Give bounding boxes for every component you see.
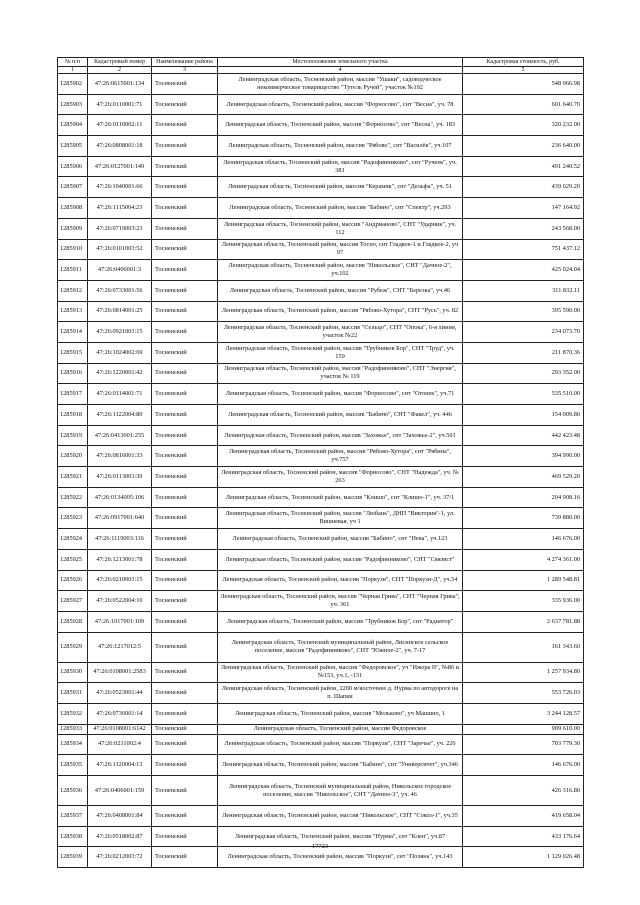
table-row [58, 724, 584, 734]
table-row [58, 322, 584, 343]
land-plot-location: Ленинградская область, Тосненский район, массив "Нурма", снт "Клен", уч.87 [218, 826, 463, 847]
cadastral-value: 394 990.00 [463, 446, 584, 467]
region-name: Тосненский [152, 239, 218, 260]
header-cadastral-number: Кадастровый номер [88, 58, 152, 67]
row-number: 1285907 [58, 177, 88, 198]
land-plot-location: Ленинградская область, Тосненский район, массив "Форносово", снт "Весна", уч. 183 [218, 115, 463, 136]
table-row [58, 342, 584, 363]
table-row [58, 280, 584, 301]
table-row [58, 425, 584, 446]
cadastral-number: 47:26:0808001:18 [88, 136, 152, 157]
region-name: Тосненский [152, 487, 218, 508]
land-plot-location: Ленинградская область, Тосненский район, массив "Поркузи", снт "Поляна", уч.143 [218, 847, 463, 868]
row-number: 1285918 [58, 405, 88, 426]
land-plot-location: Ленинградская область, Тосненский район, массив Федоровское [218, 724, 463, 734]
cadastral-value: 320 232.00 [463, 115, 584, 136]
column-number: 1 [58, 67, 88, 74]
row-number: 1285935 [58, 755, 88, 776]
row-number: 1285920 [58, 446, 88, 467]
region-name: Тосненский [152, 591, 218, 612]
table-row [58, 136, 584, 157]
land-plot-location: Ленинградская область, Тосненский район, массив "Захожье", снт "Захожье-2", уч.501 [218, 425, 463, 446]
cadastral-value: 147 164.92 [463, 198, 584, 219]
region-name: Тосненский [152, 734, 218, 755]
cadastral-value: 161 343.60 [463, 632, 584, 662]
row-number: 1285934 [58, 734, 88, 755]
cadastral-value: 211 870.36 [463, 342, 584, 363]
land-plot-location: Ленинградская область, Тосненский район, массив "Рубеж", СНТ "Березка", уч.46 [218, 280, 463, 301]
column-number-row [58, 67, 584, 74]
region-name: Тосненский [152, 405, 218, 426]
row-number: 1285925 [58, 549, 88, 570]
cadastral-value: 425 024.04 [463, 260, 584, 281]
region-name: Тосненский [152, 847, 218, 868]
region-name: Тосненский [152, 94, 218, 115]
region-name: Тосненский [152, 806, 218, 827]
land-plot-location: Ленинградская область, Тосненский район, массив "Андрианово", СНТ "Ударник", уч. 112 [218, 218, 463, 239]
land-plot-location: Ленинградская область, Тосненский район, массив "Федоровское", уч "Ижора II", №86 и №153, уч.1, -131 [218, 662, 463, 683]
cadastral-number: 47:26:0736001:14 [88, 703, 152, 724]
cadastral-number: 47:26:1120004:13 [88, 755, 152, 776]
cadastral-number: 47:26:0113003:39 [88, 467, 152, 488]
cadastral-number: 47:26:0814001:25 [88, 301, 152, 322]
row-number: 1285922 [58, 487, 88, 508]
cadastral-number: 47:26:0522004:10 [88, 591, 152, 612]
cadastral-number: 47:26:0127001:149 [88, 156, 152, 177]
table-row [58, 806, 584, 827]
table-row [58, 549, 584, 570]
table-row [58, 632, 584, 662]
row-number: 1285915 [58, 342, 88, 363]
row-number: 1285924 [58, 529, 88, 550]
cadastral-number: 47:26:1217012:5 [88, 632, 152, 662]
table-row [58, 467, 584, 488]
cadastral-value: 426 316.80 [463, 776, 584, 806]
cadastral-value: 439 029.20 [463, 177, 584, 198]
row-number: 1285931 [58, 683, 88, 704]
cadastral-value: 1 129 026.48 [463, 847, 584, 868]
table-row [58, 218, 584, 239]
land-plot-location: Ленинградская область, Тосненский район, массив "Керамик", снт "Дельфа", уч. 51 [218, 177, 463, 198]
cadastral-number: 47:26:0210001:15 [88, 570, 152, 591]
table-row [58, 198, 584, 219]
land-plot-location: Ленинградская область, Тосненский район, массив "Форносово", СНТ "Надежда", уч. № 263 [218, 467, 463, 488]
row-number: 1285923 [58, 508, 88, 529]
cadastral-number: 47:26:0101003:52 [88, 239, 152, 260]
table-row [58, 776, 584, 806]
region-name: Тосненский [152, 342, 218, 363]
cadastral-number: 47:26:0406001:3 [88, 260, 152, 281]
cadastral-number: 47:26:0212003:72 [88, 847, 152, 868]
row-number: 1285939 [58, 847, 88, 868]
cadastral-number: 47:26:0733001:56 [88, 280, 152, 301]
land-plot-location: Ленинградская область, Тосненский район, массив "Радофинниково", снт "Ручеек", уч. 381 [218, 156, 463, 177]
table-row [58, 487, 584, 508]
row-number: 1285913 [58, 301, 88, 322]
land-plot-location: Ленинградская область, Тосненский район, массив "Никольское", СНТ "Сокол-1", уч.35 [218, 806, 463, 827]
land-plot-location: Ленинградская область, Тосненский район, массив "Любань", ДНП "Виктория"-1, ул. Вишневая, уч 1 [218, 508, 463, 529]
cadastral-value: 1 289 548.81 [463, 570, 584, 591]
region-name: Тосненский [152, 115, 218, 136]
cadastral-value: 335 936.00 [463, 591, 584, 612]
cadastral-value: 243 568.00 [463, 218, 584, 239]
column-number: 3 [152, 67, 218, 74]
cadastral-value: 395 590.00 [463, 301, 584, 322]
land-plot-location: Ленинградская область, Тосненский район, массив "Бабино", снт "Университет", уч.346 [218, 755, 463, 776]
cadastral-value: 419 658.04 [463, 806, 584, 827]
region-name: Тосненский [152, 425, 218, 446]
table-row [58, 529, 584, 550]
land-plot-location: Ленинградская область, Тосненский район, массив "Трубников Бор", снт "Радиатор" [218, 611, 463, 632]
region-name: Тосненский [152, 74, 218, 95]
cadastral-number: 47:26:0719003:23 [88, 218, 152, 239]
row-number: 1285908 [58, 198, 88, 219]
region-name: Тосненский [152, 467, 218, 488]
row-number: 1285902 [58, 74, 88, 95]
cadastral-number: 47:26:0921001:15 [88, 322, 152, 343]
cadastral-value: 491 240.52 [463, 156, 584, 177]
cadastral-value: 548 066.98 [463, 74, 584, 95]
table-row [58, 363, 584, 384]
table-row [58, 683, 584, 704]
cadastral-number: 47:26:0518002:87 [88, 826, 152, 847]
cadastral-number: 47:26:1119003:116 [88, 529, 152, 550]
region-name: Тосненский [152, 260, 218, 281]
cadastral-number: 47:26:0110002:11 [88, 115, 152, 136]
table-row [58, 734, 584, 755]
page-number: 17723 [311, 843, 329, 850]
cadastral-number: 47:26:0108001:2583 [88, 662, 152, 683]
cadastral-value: 535 510.00 [463, 384, 584, 405]
cadastral-number: 47:26:1220001:42 [88, 363, 152, 384]
table-row [58, 570, 584, 591]
cadastral-value: 442 423.48 [463, 425, 584, 446]
table-row [58, 446, 584, 467]
cadastral-value-table-sheet [57, 57, 583, 868]
header-region: Наименование района [152, 58, 218, 67]
row-number: 1285926 [58, 570, 88, 591]
table-row [58, 384, 584, 405]
row-number: 1285927 [58, 591, 88, 612]
cadastral-value: 311 832.11 [463, 280, 584, 301]
land-plot-location: Ленинградская область, Тосненский район, массив "Бабино", снт "Спектр", уч.293 [218, 198, 463, 219]
table-row [58, 177, 584, 198]
land-plot-location: Ленинградская область, Тосненский район, массив "Поркузи", СНТ "Поркузи-Д", уч.54 [218, 570, 463, 591]
cadastral-number: 47:26:1017001:109 [88, 611, 152, 632]
row-number: 1285909 [58, 218, 88, 239]
region-name: Тосненский [152, 683, 218, 704]
land-plot-location: Ленинградская область, Тосненский район, массив "Сельцо", СНТ "Опока", 6-я линия, участок №22 [218, 322, 463, 343]
cadastral-value: 909 610.00 [463, 724, 584, 734]
region-name: Тосненский [152, 611, 218, 632]
row-number: 1285912 [58, 280, 88, 301]
table-row [58, 508, 584, 529]
row-number: 1285914 [58, 322, 88, 343]
cadastral-number: 47:26:1024002:69 [88, 342, 152, 363]
cadastral-number: 47:26:0406001:159 [88, 776, 152, 806]
land-plot-location: Ленинградская область, Тосненский район, массив "Мельково", уч Машино, 1 [218, 703, 463, 724]
land-plot-location: Ленинградская область, Тосненский район, массив "Бабино", снт "Нева", уч.123 [218, 529, 463, 550]
region-name: Тосненский [152, 322, 218, 343]
table-row [58, 591, 584, 612]
cadastral-value: 469 529.20 [463, 467, 584, 488]
table-row [58, 115, 584, 136]
cadastral-value: 236 640.00 [463, 136, 584, 157]
region-name: Тосненский [152, 826, 218, 847]
cadastral-number: 47:26:0816001:33 [88, 446, 152, 467]
row-number: 1285932 [58, 703, 88, 724]
region-name: Тосненский [152, 136, 218, 157]
cadastral-number: 47:26:0114001:71 [88, 384, 152, 405]
land-plot-location: Ленинградская область, Тосненский район, массив "Поркузи", СНТ "Заречье", уч. 226 [218, 734, 463, 755]
column-number: 4 [218, 67, 463, 74]
table-header-row [58, 58, 584, 67]
cadastral-number: 47:26:1115004:23 [88, 198, 152, 219]
cadastral-number: 47:26:0523001:44 [88, 683, 152, 704]
land-plot-location: Ленинградская область, Тосненский район, массив Тосно, снт Гладкое-1 и Гладкое-2, уч 97 [218, 239, 463, 260]
row-number: 1285928 [58, 611, 88, 632]
land-plot-location: Ленинградская область, Тосненский район, массив "Рябово", снт "Василёк", уч.107 [218, 136, 463, 157]
region-name: Тосненский [152, 384, 218, 405]
region-name: Тосненский [152, 280, 218, 301]
table-row [58, 662, 584, 683]
row-number: 1285905 [58, 136, 88, 157]
row-number: 1285930 [58, 662, 88, 683]
land-plot-location: Ленинградская область, Тосненский район, массив "Бабино", СНТ "Факел", уч. 446 [218, 405, 463, 426]
cadastral-value: 433 176.64 [463, 826, 584, 847]
region-name: Тосненский [152, 198, 218, 219]
row-number: 1285904 [58, 115, 88, 136]
land-plot-location: Ленинградская область, Тосненский район, массив "Трубников Бор", СНТ "Труд", уч. 159 [218, 342, 463, 363]
row-number: 1285933 [58, 724, 88, 734]
region-name: Тосненский [152, 363, 218, 384]
cadastral-number: 47:26:0615001:134 [88, 74, 152, 95]
row-number: 1285929 [58, 632, 88, 662]
row-number: 1285916 [58, 363, 88, 384]
cadastral-number: 47:26:1122004:80 [88, 405, 152, 426]
cadastral-number: 47:26:0134005:106 [88, 487, 152, 508]
land-plot-location: Ленинградская область, Тосненский район, массив "Форносово", снт "Огонек", уч.71 [218, 384, 463, 405]
cadastral-value: 154 009.80 [463, 405, 584, 426]
row-number: 1285937 [58, 806, 88, 827]
land-plot-location: Ленинградская область, Тосненский район, массив "Никольское", СНТ "Дачное-2", уч.102 [218, 260, 463, 281]
cadastral-number: 47:26:0413001:255 [88, 425, 152, 446]
region-name: Тосненский [152, 446, 218, 467]
table-row [58, 94, 584, 115]
table-row [58, 755, 584, 776]
column-number: 5 [463, 67, 584, 74]
land-plot-location: Ленинградская область, Тосненский район, массив "Ушаки", садоводческое некоммерческое товарищество "Тутель Ручей", участок №192 [218, 74, 463, 95]
land-plot-location: Ленинградская область, Тосненский район, массив "Радофинниково", СНТ "Энергия", участок № 119 [218, 363, 463, 384]
row-number: 1285906 [58, 156, 88, 177]
region-name: Тосненский [152, 508, 218, 529]
cadastral-value: 2 637 781.88 [463, 611, 584, 632]
cadastral-value: 739 880.00 [463, 508, 584, 529]
region-name: Тосненский [152, 177, 218, 198]
region-name: Тосненский [152, 632, 218, 662]
table-row [58, 611, 584, 632]
region-name: Тосненский [152, 570, 218, 591]
cadastral-number: 47:26:1040001:66 [88, 177, 152, 198]
land-plot-location: Ленинградская область, Тосненский район, массив "Форносово", снт "Весна", уч. 78 [218, 94, 463, 115]
header-no: № п/п [58, 58, 88, 67]
table-row [58, 74, 584, 95]
land-plot-location: Ленинградская область, Тосненский район, 2200 м/восточнее д. Нурма по автодороге на п. Шапки [218, 683, 463, 704]
row-number: 1285919 [58, 425, 88, 446]
header-location: Местоположение земельного участка [218, 58, 463, 67]
land-plot-location: Ленинградская область, Тосненский район, массив "Рябово-Хутора", СНТ "Русь", уч. 82 [218, 301, 463, 322]
region-name: Тосненский [152, 776, 218, 806]
row-number: 1285938 [58, 826, 88, 847]
cadastral-value: 4 274 361.00 [463, 549, 584, 570]
cadastral-number: 47:26:0110001:71 [88, 94, 152, 115]
region-name: Тосненский [152, 529, 218, 550]
cadastral-value-table [57, 57, 584, 868]
land-plot-location: Ленинградская область, Тосненский муниципальный район, Лисинское сельское поселение, массив "Радофинниково", СНТ "Южное-2", уч. 7-17 [218, 632, 463, 662]
table-row [58, 301, 584, 322]
cadastral-value: 146 676.00 [463, 529, 584, 550]
cadastral-value: 293 352.00 [463, 363, 584, 384]
table-row [58, 156, 584, 177]
table-row [58, 239, 584, 260]
region-name: Тосненский [152, 301, 218, 322]
cadastral-number: 47:26:1213001:78 [88, 549, 152, 570]
table-row [58, 260, 584, 281]
cadastral-value: 703 779.30 [463, 734, 584, 755]
land-plot-location: Ленинградская область, Тосненский район, массив "Радофинниково", СНТ "Связист" [218, 549, 463, 570]
land-plot-location: Ленинградская область, Тосненский муниципальный район, Никольское городское поселение, массив "Никольское", СНТ "Дачное-3", уч. 46 [218, 776, 463, 806]
cadastral-number: 47:26:0917001:640 [88, 508, 152, 529]
cadastral-value: 601 640.70 [463, 94, 584, 115]
land-plot-location: Ленинградская область, Тосненский район, массив "Черная Грива", СНТ "Черная Грива", уч. 361 [218, 591, 463, 612]
region-name: Тосненский [152, 156, 218, 177]
region-name: Тосненский [152, 662, 218, 683]
cadastral-value: 553 726.03 [463, 683, 584, 704]
row-number: 1285903 [58, 94, 88, 115]
table-row [58, 703, 584, 724]
cadastral-number: 47:26:0211002:4 [88, 734, 152, 755]
region-name: Тосненский [152, 549, 218, 570]
region-name: Тосненский [152, 755, 218, 776]
region-name: Тосненский [152, 724, 218, 734]
row-number: 1285911 [58, 260, 88, 281]
cadastral-value: 146 676.00 [463, 755, 584, 776]
column-number: 2 [88, 67, 152, 74]
row-number: 1285921 [58, 467, 88, 488]
land-plot-location: Ленинградская область, Тосненский район, массив "Рябово-Хутора", снт "Рябина", уч.757 [218, 446, 463, 467]
cadastral-value: 3 244 128.57 [463, 703, 584, 724]
land-plot-location: Ленинградская область, Тосненский район, массив "Клишо", снт "Клишо-1", уч. 37/1 [218, 487, 463, 508]
region-name: Тосненский [152, 218, 218, 239]
cadastral-number: 47:26:0108001:6142 [88, 724, 152, 734]
row-number: 1285910 [58, 239, 88, 260]
table-body [58, 74, 584, 868]
cadastral-value: 234 073.70 [463, 322, 584, 343]
row-number: 1285936 [58, 776, 88, 806]
header-cadastral-value: Кадастровая стоимость, руб. [463, 58, 584, 67]
cadastral-value: 204 908.16 [463, 487, 584, 508]
cadastral-value: 751 437.12 [463, 239, 584, 260]
region-name: Тосненский [152, 703, 218, 724]
cadastral-value: 1 257 934.80 [463, 662, 584, 683]
table-row [58, 405, 584, 426]
row-number: 1285917 [58, 384, 88, 405]
cadastral-number: 47:26:0408001:84 [88, 806, 152, 827]
